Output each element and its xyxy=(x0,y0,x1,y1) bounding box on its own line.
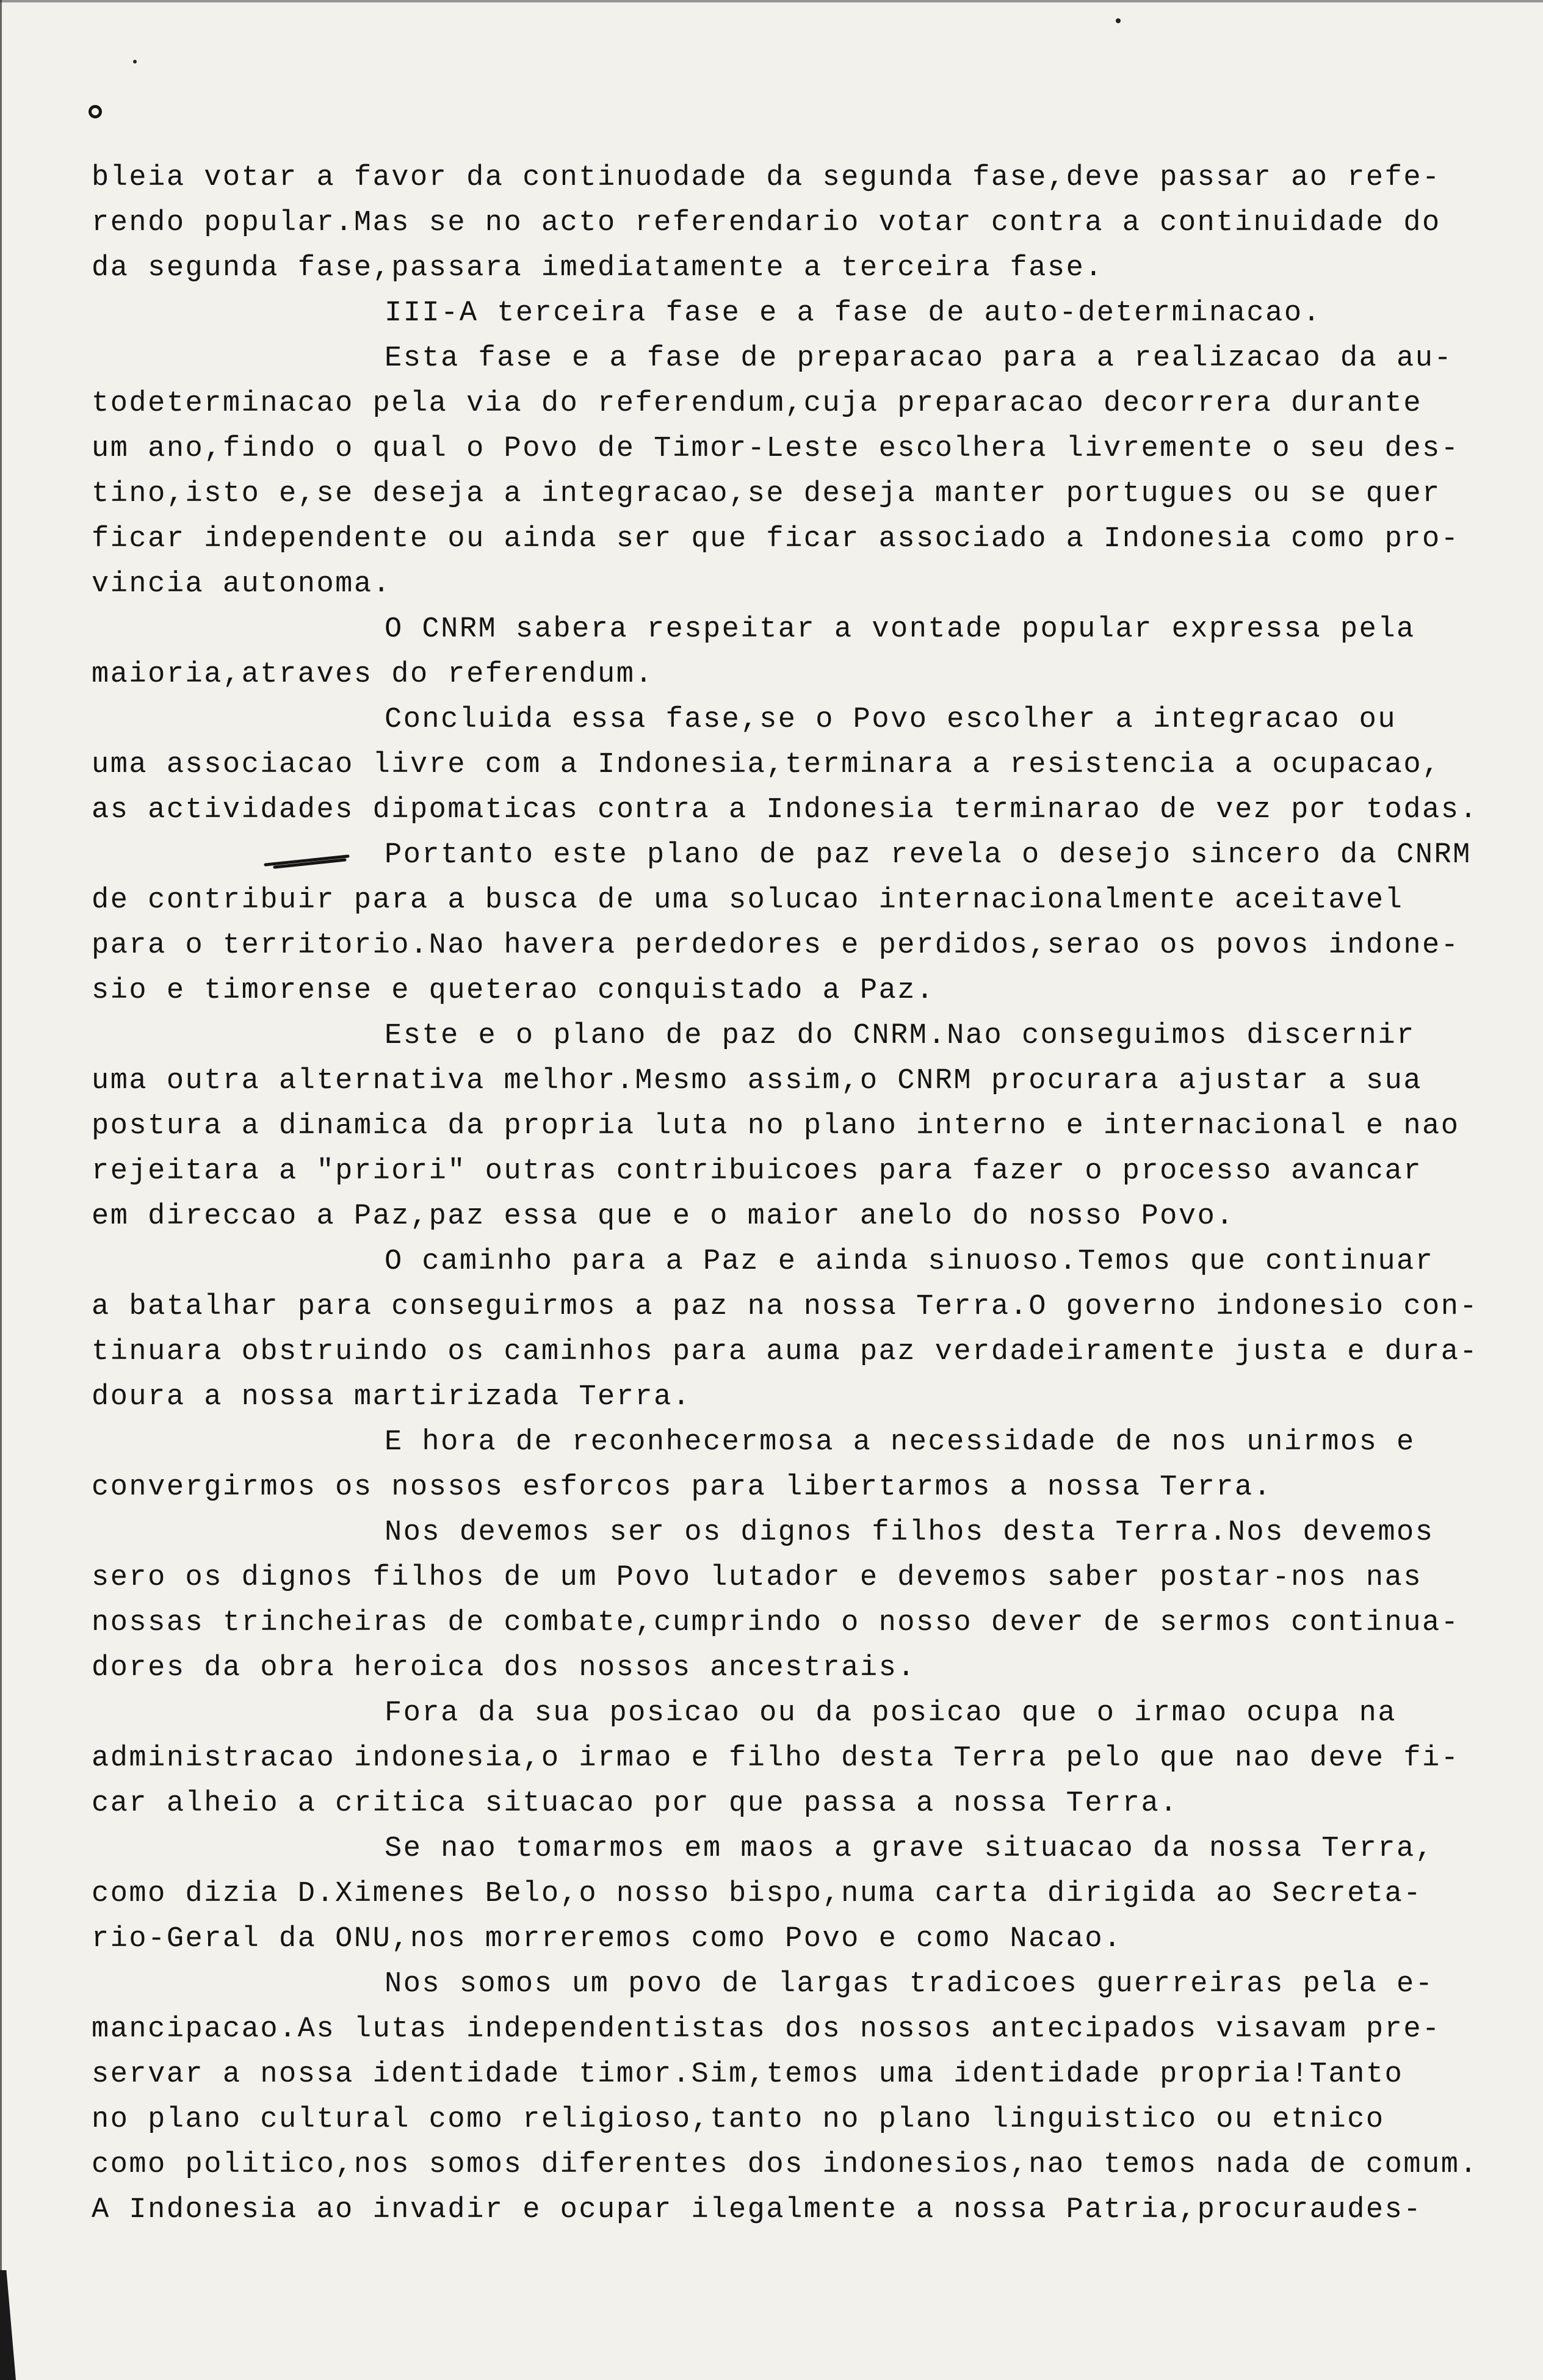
text-line: no plano cultural como religioso,tanto no plano linguistico ou etnico xyxy=(92,2104,1385,2136)
text-line: car alheio a critica situacao por que passa a nossa Terra. xyxy=(92,1787,1179,1820)
text-line: rendo popular.Mas se no acto referendario votar contra a continuidade do xyxy=(92,207,1441,239)
text-line: para o territorio.Nao havera perdedores e perdidos,serao os povos indone- xyxy=(92,929,1460,962)
text-line: um ano,findo o qual o Povo de Timor-Leste escolhera livremente o seu des- xyxy=(92,433,1460,465)
text-line: Este e o plano de paz do CNRM.Nao conseguimos discernir xyxy=(385,1020,1415,1052)
text-line: Fora da sua posicao ou da posicao que o irmao ocupa na xyxy=(385,1697,1397,1729)
text-line: Nos somos um povo de largas tradicoes guerreiras pela e- xyxy=(385,1968,1434,2000)
text-line: Se nao tomarmos em maos a grave situacao da nossa Terra, xyxy=(385,1833,1434,1865)
page-top-edge xyxy=(0,0,1543,2)
text-line: administracao indonesia,o irmao e filho desta Terra pelo que nao deve fi- xyxy=(92,1742,1460,1775)
text-line: todeterminacao pela via do referendum,cuja preparacao decorrera durante xyxy=(92,388,1423,420)
text-line: sio e timorense e queterao conquistado a Paz. xyxy=(92,975,935,1007)
text-line: postura a dinamica da propria luta no plano interno e internacional e nao xyxy=(92,1110,1460,1142)
text-line: convergirmos os nossos esforcos para libertarmos a nossa Terra. xyxy=(92,1471,1273,1504)
text-line: nossas trincheiras de combate,cumprindo o nosso dever de sermos continua- xyxy=(92,1607,1460,1639)
text-line: doura a nossa martirizada Terra. xyxy=(92,1381,692,1413)
text-line: A Indonesia ao invadir e ocupar ilegalmente a nossa Patria,procuraudes- xyxy=(92,2194,1423,2226)
text-line: como politico,nos somos diferentes dos indonesios,nao temos nada de comum. xyxy=(92,2149,1479,2181)
text-line: O caminho para a Paz e ainda sinuoso.Temos que continuar xyxy=(385,1246,1434,1278)
text-line: de contribuir para a busca de uma solucao internacionalmente aceitavel xyxy=(92,884,1404,917)
typewritten-text-body xyxy=(92,156,1483,2233)
text-line: a batalhar para conseguirmos a paz na nossa Terra.O governo indonesio con- xyxy=(92,1291,1479,1323)
text-line: Concluida essa fase,se o Povo escolher a integracao ou xyxy=(385,704,1397,736)
text-line: Nos devemos ser os dignos filhos desta Terra.Nos devemos xyxy=(385,1516,1434,1549)
text-line: servar a nossa identidade timor.Sim,temos uma identidade propria!Tanto xyxy=(92,2058,1404,2091)
text-line: vincia autonoma. xyxy=(92,568,392,600)
text-line: as actividades dipomaticas contra a Indonesia terminarao de vez por todas. xyxy=(92,794,1479,826)
text-line: da segunda fase,passara imediatamente a terceira fase. xyxy=(92,252,1104,284)
page-left-edge xyxy=(0,0,6,2380)
text-line: mancipacao.As lutas independentistas dos nossos antecipados visavam pre- xyxy=(92,2013,1441,2046)
text-line: como dizia D.Ximenes Belo,o nosso bispo,numa carta dirigida ao Secreta- xyxy=(92,1878,1423,1910)
text-line: Esta fase e a fase de preparacao para a realizacao da au- xyxy=(385,342,1453,375)
text-line: tinuara obstruindo os caminhos para auma paz verdadeiramente justa e dura- xyxy=(92,1336,1479,1368)
text-line: uma associacao livre com a Indonesia,terminara a resistencia a ocupacao, xyxy=(92,749,1441,781)
text-line: bleia votar a favor da continuodade da segunda fase,deve passar ao refe- xyxy=(92,162,1441,194)
text-line: maioria,atraves do referendum. xyxy=(92,658,654,691)
text-line: rejeitara a "priori" outras contribuicoes para fazer o processo avancar xyxy=(92,1155,1423,1188)
text-line: sero os dignos filhos de um Povo lutador e devemos saber postar-nos nas xyxy=(92,1562,1423,1594)
text-line: rio-Geral da ONU,nos morreremos como Povo e como Nacao. xyxy=(92,1923,1122,1955)
text-line: dores da obra heroica dos nossos ancestrais. xyxy=(92,1652,917,1684)
page-corner-shadow xyxy=(0,2270,16,2380)
text-line: em direccao a Paz,paz essa que e o maior anelo do nosso Povo. xyxy=(92,1200,1235,1233)
text-line: uma outra alternativa melhor.Mesmo assim,o CNRM procurara ajustar a sua xyxy=(92,1065,1423,1097)
ink-speck xyxy=(1116,18,1121,23)
text-line: E hora de reconhecermosa a necessidade de nos unirmos e xyxy=(385,1426,1415,1459)
text-line: III-A terceira fase e a fase de auto-determinacao. xyxy=(385,297,1322,330)
ink-speck xyxy=(133,60,137,63)
text-line: Portanto este plano de paz revela o desejo sincero da CNRM xyxy=(385,839,1472,871)
text-line: ficar independente ou ainda ser que ficar associado a Indonesia como pro- xyxy=(92,523,1460,555)
hole-punch-mark xyxy=(89,105,102,118)
text-line: O CNRM sabera respeitar a vontade popular expressa pela xyxy=(385,613,1415,646)
text-line: tino,isto e,se deseja a integracao,se deseja manter portugues ou se quer xyxy=(92,478,1441,510)
